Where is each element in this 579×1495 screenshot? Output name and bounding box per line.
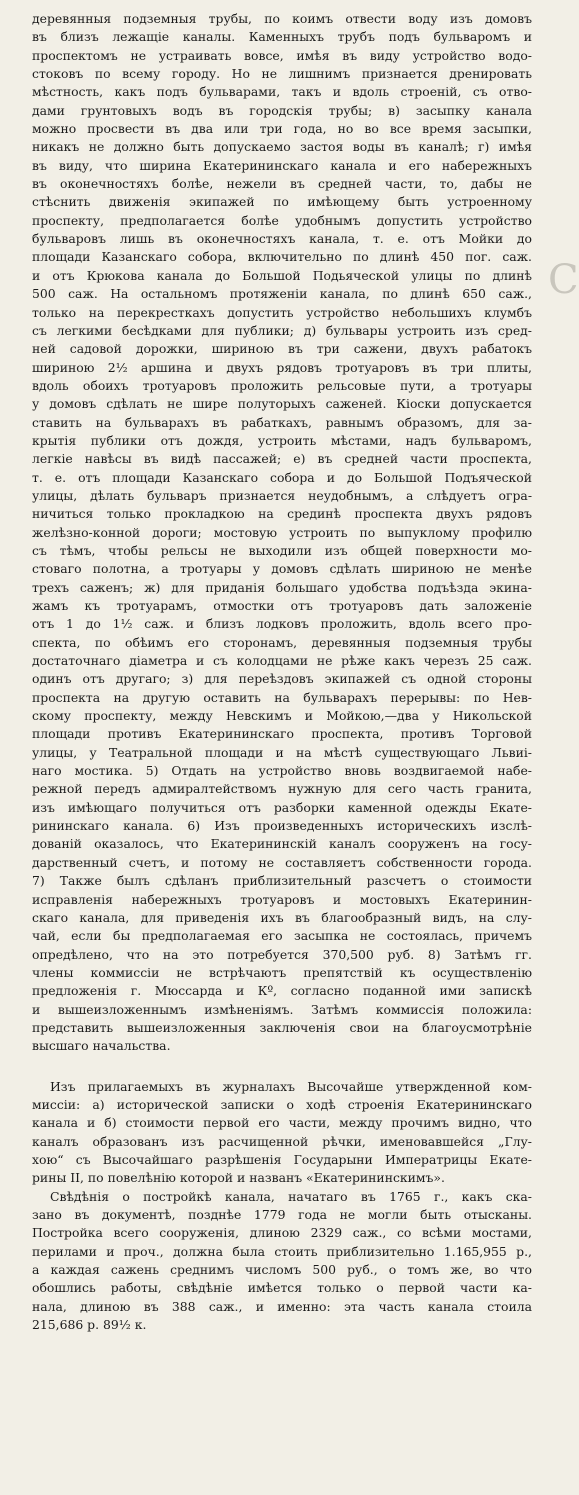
text-line: ней садовой дорожки, шириною въ три сажени, двухъ рабатокъ	[32, 341, 532, 357]
text-line: скому проспекту, между Невскимъ и Мойкою,—два у Никольской	[32, 708, 532, 724]
page-edge-mark: С	[548, 257, 579, 303]
text-line: шириною 2½ аршина и двухъ рядовъ тротуаровъ въ три плиты,	[32, 359, 532, 375]
paragraph-gap	[32, 1056, 532, 1078]
text-line: каналъ образованъ изъ расчищенной рѣчки, именовавшейся „Глу-	[32, 1133, 532, 1149]
text-line: исправленія набережныхъ тротуаровъ и мостовыхъ Екатеринин-	[32, 891, 532, 907]
text-line: можно просвести въ два или три года, но во все время засыпки,	[32, 121, 532, 137]
text-line: Изъ прилагаемыхъ въ журналахъ Высочайше утвержденной ком-	[50, 1078, 532, 1094]
text-line: только на перекресткахъ допустить устройство небольшихъ клумбъ	[32, 304, 532, 320]
text-line: площади Казанскаго собора, включительно по длинѣ 450 пог. саж.	[32, 249, 532, 265]
text-line: т. е. отъ площади Казанскаго собора и до Большой Подъяческой	[32, 469, 532, 485]
text-line: предложенія г. Мюссарда и Кº, согласно поданной ими запискѣ	[32, 983, 532, 999]
text-line: проспекту, предполагается болѣе удобнымъ допустить устройство	[32, 212, 532, 228]
text-line: въ близъ лежащіе каналы. Каменныхъ трубъ подъ бульваромъ и	[32, 29, 532, 45]
text-line: изъ имѣющаго получиться отъ разборки каменной одежды Екате-	[32, 799, 532, 815]
text-line: опредѣлено, что на это потребуется 370,500 руб. 8) Затѣмъ гг.	[32, 946, 532, 962]
text-line: никакъ не должно быть допускаемо застоя воды въ каналѣ; г) имѣя	[32, 139, 532, 155]
text-line: одинъ отъ другаго; з) для переѣздовъ экипажей съ одной стороны	[32, 671, 532, 687]
text-line: канала и б) стоимости первой его части, между прочимъ видно, что	[32, 1115, 532, 1131]
text-line: хою“ съ Высочайшаго разрѣшенія Государыни Императрицы Екате-	[32, 1151, 532, 1167]
text-line: обошлись работы, свѣдѣніе имѣется только о первой части ка-	[32, 1280, 532, 1296]
text-line: ставить на бульварахъ въ рабаткахъ, равнымъ образомъ, для за-	[32, 414, 532, 430]
paragraph-commission	[32, 1078, 532, 1188]
text-line: легкіе навѣсы въ видѣ пассажей; е) въ средней части проспекта,	[32, 451, 532, 467]
text-line: мѣстность, какъ подъ бульварами, такъ и вдоль строеній, съ отво-	[32, 84, 532, 100]
text-line: съ тѣмъ, чтобы рельсы не выходили изъ общей поверхности мо-	[32, 542, 532, 558]
text-line: ничиться только прокладкою на срединѣ проспекта двухъ рядовъ	[32, 506, 532, 522]
paragraph-main	[32, 10, 532, 1056]
text-line: 500 саж. На остальномъ протяженіи канала, по длинѣ 650 саж.,	[32, 286, 532, 302]
text-line: Постройка всего сооруженія, длиною 2329 саж., со всѣми мостами,	[32, 1225, 532, 1241]
text-line: площади противъ Екатерининскаго проспекта, противъ Торговой	[32, 726, 532, 742]
text-line: члены коммиссіи не встрѣчаютъ препятствій къ осуществленію	[32, 964, 532, 980]
text-line: зано въ документѣ, позднѣе 1779 года не могли быть отысканы.	[32, 1207, 532, 1222]
text-line: рины II, по повелѣнію которой и названъ «Екатерининскимъ».	[32, 1170, 445, 1186]
text-line: трехъ саженъ; ж) для приданія большаго удобства подъѣзда экина-	[32, 579, 532, 595]
text-line: и отъ Крюкова канала до Большой Подьяческой улицы по длинѣ	[32, 267, 532, 283]
text-line: стѣснить движенія экипажей по имѣющему быть устроенному	[32, 194, 532, 210]
text-line: дарственный счетъ, и потому не составляетъ собственности города.	[32, 854, 532, 870]
text-line: проспектомъ не устраивать вовсе, имѣя въ виду устройство водо-	[32, 47, 532, 63]
text-line: спекта, по обѣимъ его сторонамъ, деревянныя подземныя трубы	[32, 634, 532, 650]
text-line: въ оконечностяхъ болѣе, нежели въ средней части, то, дабы не	[32, 176, 532, 192]
text-line: желѣзно-конной дороги; мостовую устроить по выпуклому профилю	[32, 524, 532, 540]
text-line: бульваровъ лишь въ оконечностяхъ канала, т. е. отъ Мойки до	[32, 231, 532, 247]
paragraph-construction	[32, 1188, 532, 1335]
text-line: деревянныя подземныя трубы, по коимъ отвести воду изъ домовъ	[32, 11, 532, 26]
text-line: 7) Также былъ сдѣланъ приблизительный разсчетъ о стоимости	[32, 873, 532, 889]
text-line: дами грунтовыхъ водъ въ городскія трубы; в) засыпку канала	[32, 102, 532, 118]
text-line: и вышеизложеннымъ измѣненіямъ. Затѣмъ коммиссія положила:	[32, 1001, 532, 1017]
text-line: жамъ къ тротуарамъ, отмостки отъ тротуаровъ дать заложеніе	[32, 598, 532, 613]
text-line: представить вышеизложенныя заключенія свои на благоусмотрѣніе	[32, 1019, 532, 1035]
text-line: нала, длиною въ 388 саж., и именно: эта часть канала стоила	[32, 1298, 532, 1314]
text-line: наго мостика. 5) Отдать на устройство вновь воздвигаемой набе-	[32, 763, 532, 779]
text-line: въ виду, что ширина Екатерининскаго канала и его набережныхъ	[32, 157, 532, 173]
text-line: стоваго полотна, а тротуары у домовъ сдѣлать шириною не менѣе	[32, 561, 532, 577]
text-line: достаточнаго діаметра и съ колодцами не рѣже какъ черезъ 25 саж.	[32, 653, 532, 669]
text-line: рининскаго канала. 6) Изъ произведенныхъ историческихъ изслѣ-	[32, 818, 532, 834]
text-line: чай, если бы предполагаемая его засыпка не состоялась, причемъ	[32, 928, 532, 944]
text-line: у домовъ сдѣлать не шире полуторыхъ саженей. Кіоски допускается	[32, 396, 532, 412]
text-line: режной передъ адмиралтействомъ нужную для сего часть гранита,	[32, 781, 532, 797]
text-line: улицы, у Театральной площади и на мѣстѣ существующаго Львиi-	[32, 744, 532, 760]
text-line: отъ 1 до 1½ саж. и близъ лодковъ проложить, вдоль всего про-	[32, 616, 532, 632]
text-line: стоковъ по всему городу. Но не лишнимъ признается дренировать	[32, 66, 532, 82]
text-line: 215,686 р. 89½ к.	[32, 1317, 147, 1333]
text-line: улицы, дѣлать бульваръ признается неудобнымъ, а слѣдуетъ огра-	[32, 487, 532, 503]
text-line: проспекта на другую оставить на бульварахъ перерывы: по Нев-	[32, 689, 532, 705]
text-line: миссіи: а) исторической записки о ходѣ строенія Екатерининскаго	[32, 1096, 532, 1112]
text-line: перилами и проч., должна была стоить приблизительно 1.165,955 р.,	[32, 1243, 532, 1259]
text-line: съ легкими бесѣдками для публики; д) бульвары устроить изъ сред-	[32, 322, 532, 338]
text-line: а каждая сажень среднимъ числомъ 500 руб., о томъ же, во что	[32, 1262, 532, 1278]
text-line: скаго канала, для приведенія ихъ въ благообразный видъ, на слу-	[32, 909, 532, 925]
text-line: дованій оказалось, что Екатерининскій каналъ сооруженъ на госу-	[32, 836, 532, 852]
text-line: крытія публики отъ дождя, устроить мѣстами, надъ бульваромъ,	[32, 432, 532, 448]
text-line: Свѣдѣнія о постройкѣ канала, начатаго въ 1765 г., какъ ска-	[50, 1188, 532, 1204]
text-line: высшаго начальства.	[32, 1038, 171, 1054]
text-line: вдоль обоихъ тротуаровъ проложить рельсовые пути, а тротуары	[32, 377, 532, 393]
